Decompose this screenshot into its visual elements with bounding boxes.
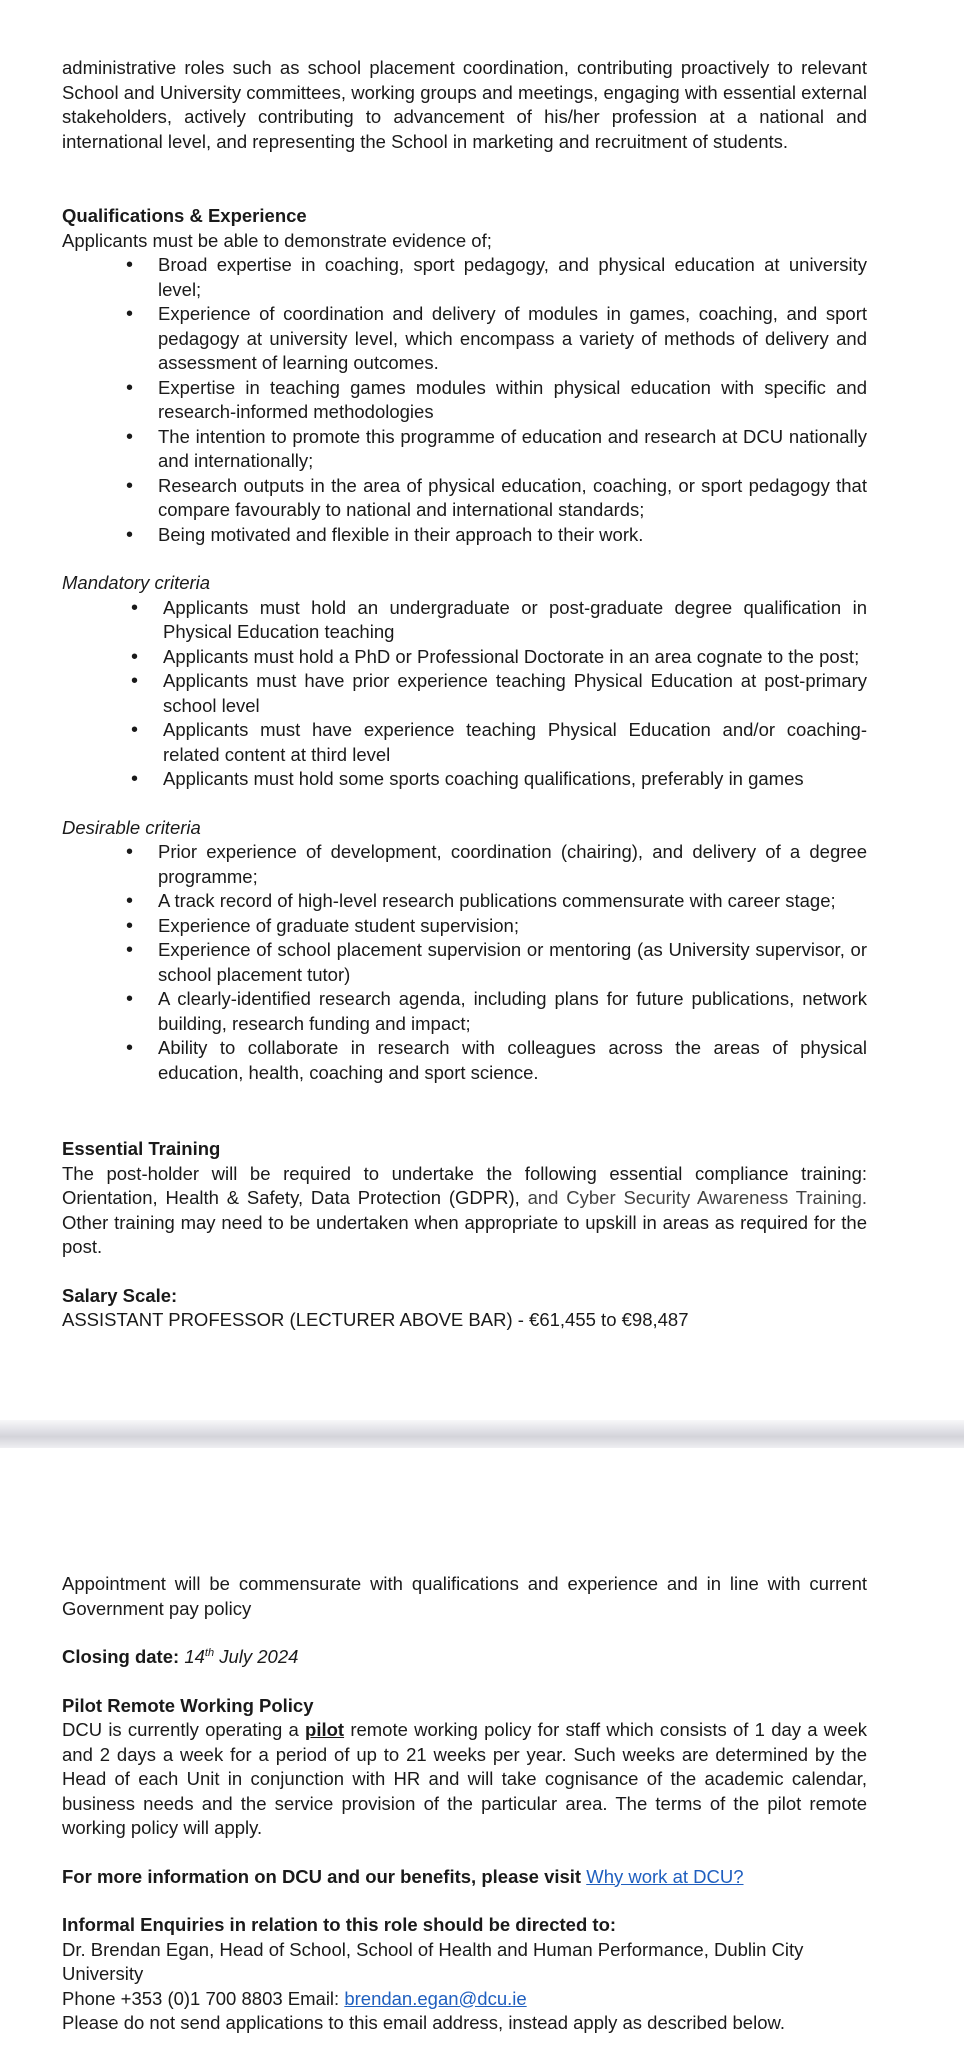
mandatory-list — [62, 596, 867, 792]
list-item: • Being motivated and flexible in their approach to their work. — [158, 523, 867, 548]
why-work-at-dcu-link[interactable]: Why work at DCU? — [586, 1865, 744, 1887]
remote-paragraph — [62, 1718, 867, 1841]
more-info-text: For more information on DCU and our benefits, please visit — [62, 1865, 587, 1887]
list-item: • Applicants must have experience teaching Physical Education and/or coaching-related content at third level — [163, 718, 867, 767]
closing-date-label: Closing date: — [62, 1646, 180, 1667]
list-item: • Experience of coordination and delivery of modules in games, coaching, and sport pedagogy at university level, which encompass a variety of methods of delivery and assessment of learning outcomes. — [158, 302, 867, 376]
training-text-a: The post-holder will be required to undertake the following essential compliance training: Orientation, Health & Safety, Data Protection (GDPR), — [62, 1162, 867, 1208]
training-text-b: and Cyber Security Awareness Training. — [527, 1187, 867, 1208]
closing-day: 14 — [184, 1646, 205, 1667]
salary-text: ASSISTANT PROFESSOR (LECTURER ABOVE BAR) - €61,455 to €98,487 — [62, 1309, 689, 1330]
list-item: • Applicants must have prior experience teaching Physical Education at post-primary school level — [163, 669, 867, 718]
remote-text-b: remote working policy for staff which consists of 1 day a week and 2 days a week for a period of up to 21 weeks per year. Such weeks are determined by the Head of each Unit in conjunction with HR and will take cognisance of the academic calendar, business needs and the service provision of the particular area. The terms of the pilot remote working policy will apply. — [62, 1719, 867, 1838]
list-item: • Applicants must hold a PhD or Professional Doctorate in an area cognate to the post; — [163, 645, 867, 670]
remote-pilot: pilot — [305, 1719, 345, 1740]
list-item: • Research outputs in the area of physical education, coaching, or sport pedagogy that compare favourably to national and international standards; — [158, 474, 867, 523]
document-page-2 — [0, 1448, 964, 2048]
email-link[interactable]: brendan.egan@dcu.ie — [344, 1987, 527, 2009]
list-item: • A clearly-identified research agenda, including plans for future publications, network building, research funding and impact; — [158, 987, 867, 1036]
closing-date — [62, 1645, 867, 1670]
enquiries-note: Please do not send applications to this email address, instead apply as described below. — [62, 2012, 785, 2033]
closing-date-value — [184, 1646, 298, 1667]
intro-paragraph: administrative roles such as school placement coordination, contributing proactively to relevant School and University committees, working groups and meetings, engaging with essential external stakeholders, actively contributing to advancement of his/her profession at a national and international level, and representing the School in marketing and recruitment of students. — [62, 57, 867, 152]
list-item: • The intention to promote this programme of education and research at DCU nationally and internationally; — [158, 425, 867, 474]
list-item: • A track record of high-level research publications commensurate with career stage; — [158, 889, 867, 914]
appointment-paragraph: Appointment will be commensurate with qualifications and experience and in line with current Government pay policy — [62, 1573, 867, 1619]
desirable-heading: Desirable criteria — [62, 816, 201, 838]
page-separator — [0, 1420, 964, 1448]
enquiries-heading: Informal Enquiries in relation to this role should be directed to: — [62, 1914, 617, 1935]
qualifications-heading: Qualifications & Experience — [62, 205, 307, 226]
list-item: • Ability to collaborate in research with colleagues across the areas of physical education, health, coaching and sport science. — [158, 1036, 867, 1085]
list-item: • Prior experience of development, coordination (chairing), and delivery of a degree programme; — [158, 840, 867, 889]
list-item: • Experience of school placement supervision or mentoring (as University supervisor, or school placement tutor) — [158, 938, 867, 987]
training-text-c: Other training may need to be undertaken when appropriate to upskill in areas as required for the post. — [62, 1211, 867, 1257]
list-item: • Applicants must hold some sports coaching qualifications, preferably in games — [163, 767, 867, 792]
closing-month-year: July 2024 — [219, 1646, 299, 1667]
enquiries-phone: Phone +353 (0)1 700 8803 Email: — [62, 1987, 345, 2009]
more-info — [62, 1865, 867, 1890]
list-item: • Broad expertise in coaching, sport pedagogy, and physical education at university level; — [158, 253, 867, 302]
list-item: • Expertise in teaching games modules within physical education with specific and research-informed methodologies — [158, 376, 867, 425]
desirable-list — [62, 840, 867, 1085]
remote-heading: Pilot Remote Working Policy — [62, 1694, 314, 1716]
list-item: • Experience of graduate student supervision; — [158, 914, 867, 939]
enquiries-contact: Dr. Brendan Egan, Head of School, School of Health and Human Performance, Dublin City University — [62, 1938, 804, 1984]
enquiries-phone-line — [62, 1987, 867, 2012]
remote-text-a: DCU is currently operating a — [62, 1719, 306, 1740]
qualifications-lead: Applicants must be able to demonstrate evidence of; — [62, 229, 492, 251]
qualifications-list — [62, 253, 867, 547]
salary-heading: Salary Scale: — [62, 1284, 178, 1306]
list-item: • Applicants must hold an undergraduate or post-graduate degree qualification in Physical Education teaching — [163, 596, 867, 645]
training-heading: Essential Training — [62, 1138, 221, 1159]
closing-day-suffix: th — [204, 1646, 215, 1659]
mandatory-heading: Mandatory criteria — [62, 572, 211, 593]
training-paragraph — [62, 1162, 867, 1260]
